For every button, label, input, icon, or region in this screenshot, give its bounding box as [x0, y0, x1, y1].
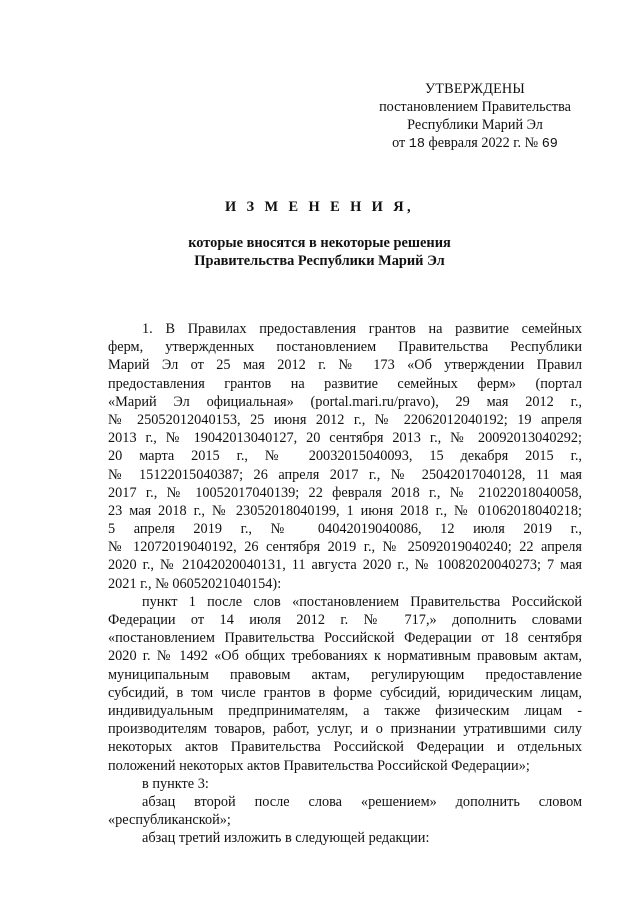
- body-line: 2021 г., № 06052021040154):: [108, 575, 282, 592]
- body-line: 23 мая 2018 г., № 23052018040199, 1 июня 2018 г., № 01062018040218;: [108, 502, 582, 519]
- approval-date-prefix: от: [392, 135, 406, 151]
- body-line: муниципальным правовым актам, регулирующим предоставление: [108, 666, 582, 683]
- body-line: 2013 г., № 19042013040127, 20 сентября 2013 г., № 20092013040292;: [108, 430, 582, 447]
- body-line: абзац второй после слова «решением» дополнить словом: [142, 793, 582, 810]
- approval-date-rest: февраля 2022 г. №: [428, 135, 539, 151]
- approval-title: УТВЕРЖДЕНЫ: [425, 81, 525, 97]
- body-line: пункт 1 после слов «постановлением Правительства Российской: [142, 593, 582, 610]
- body-line: производителям товаров, работ, услуг, и о признании утратившими силу: [108, 721, 582, 738]
- body-line: Марий Эл от 25 мая 2012 г. № 173 «Об утверждении Правил: [108, 357, 582, 374]
- body-line: № 12072019040192, 26 сентября 2019 г., № 25092019040240; 22 апреля: [108, 539, 582, 556]
- body-line: в пункте 3:: [142, 775, 209, 792]
- approval-line-2: Республики Марий Эл: [407, 117, 543, 133]
- body-line: 2020 г., № 21042020040131, 11 августа 2020 г., № 10082020040273; 7 мая: [108, 557, 582, 574]
- body-line: ферм, утвержденных постановлением Правительства Республики: [108, 339, 582, 356]
- approval-date: [360, 134, 590, 154]
- body-line: Федерации от 14 июля 2012 г. № 717,» дополнить словами: [108, 612, 582, 628]
- document-title: И З М Е Н Е Н И Я,: [224, 199, 415, 215]
- body-line: положений некоторых актов Правительства Российской Федерации»;: [108, 757, 530, 774]
- body-line: некоторых актов Правительства Российской Федерации и отдельных: [108, 739, 582, 756]
- body-line: 2017 г., № 10052017040139; 22 февраля 2018 г., № 21022018040058,: [108, 484, 582, 501]
- document-body: [108, 320, 582, 847]
- body-line: индивидуальным предпринимателям, а также физическим лицам -: [108, 702, 582, 719]
- approval-number: 69: [541, 137, 558, 152]
- body-line: «постановлением Правительства Российской Федерации от 18 сентября: [108, 630, 582, 647]
- approval-line-1: постановлением Правительства: [379, 99, 571, 115]
- body-line: 2020 г. № 1492 «Об общих требованиях к нормативным правовым актам,: [108, 648, 582, 665]
- body-line: 20 марта 2015 г., № 20032015040093, 15 декабря 2015 г.,: [108, 448, 582, 465]
- body-line: № 25052012040153, 25 июня 2012 г., № 22062012040192; 19 апреля: [108, 411, 582, 428]
- body-line: абзац третий изложить в следующей редакции:: [142, 830, 430, 847]
- body-line: 1. В Правилах предоставления грантов на развитие семейных: [142, 321, 582, 337]
- approval-date-day: 18: [408, 137, 425, 152]
- body-line: «Марий Эл официальная» (portal.mari.ru/pravo), 29 мая 2012 г.,: [108, 393, 582, 410]
- body-line: «республиканской»;: [108, 812, 231, 829]
- document-subtitle-line-2: Правительства Республики Марий Эл: [194, 253, 445, 269]
- body-line: № 15122015040387; 26 апреля 2017 г., № 25042017040128, 11 мая: [108, 466, 582, 483]
- document-subtitle-line-1: которые вносятся в некоторые решения: [188, 235, 451, 251]
- body-line: 5 апреля 2019 г., № 04042019040086, 12 июля 2019 г.,: [108, 521, 582, 538]
- approval-stamp: [360, 80, 590, 154]
- body-line: субсидий, в том числе грантов в форме субсидий, юридическим лицам,: [108, 684, 582, 701]
- body-line: предоставления грантов на развитие семейных ферм» (портал: [108, 375, 582, 392]
